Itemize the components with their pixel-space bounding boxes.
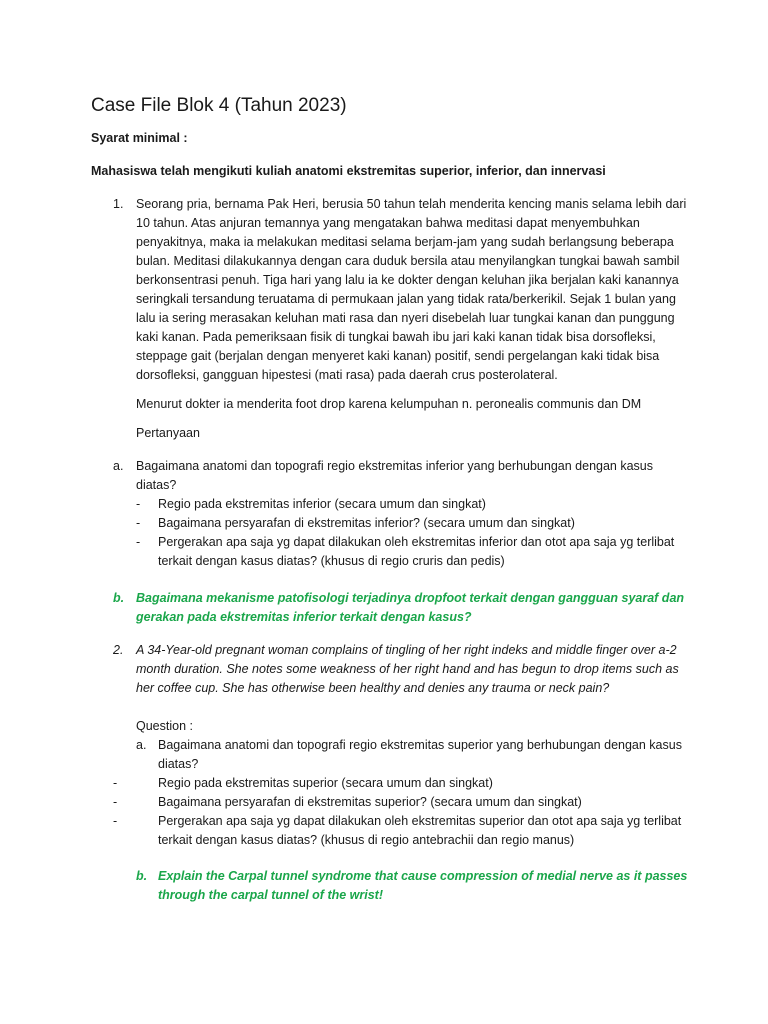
case-2-sub-item [91, 812, 691, 850]
case-1-text: Seorang pria, bernama Pak Heri, berusia 50 tahun telah menderita kencing manis selama lebih dari 10 tahun. Atas anjuran temannya yang mengatakan bahwa meditasi dapat menyembuhkan penyakitnya, maka ia melakukan meditasi selama berjam-jam yang sudah berlangsung beberapa bulan. Meditasi dilakukannya dengan cara duduk bersila atau menyilangkan tungkai bawah sambil berkonsentrasi penuh. Tiga hari yang lalu ia ke dokter dengan keluhan jika berjalan kaki kanannya seringkali tersandung teruatama di permukaan jalan yang tidak rata/berkerikil. Sejak 1 bulan yang lalu ia sering merasakan keluhan mati rasa dan nyeri disebelah luar tungkai kanan dan punggung kaki kanan. Pada pemeriksaan fisik di tungkai bawah ibu jari kaki kanan tidak bisa dorsofleksi, steppage gait (berjalan dengan menyeret kaki kanan) positif, sendi pergelangan kaki tidak bisa dorsofleksi, gangguan hipestesi (mati rasa) pada daerah crus posterolateral. [136, 197, 687, 382]
case-2-sub-item-text: Regio pada ekstremitas superior (secara umum dan singkat) [158, 776, 493, 790]
case-2-question-label [91, 717, 691, 736]
question-b-marker: b. [136, 869, 148, 883]
case-1-number: 1. [113, 197, 124, 211]
case-1-sub-item [91, 533, 691, 571]
case-2-question-label-text: Question : [136, 719, 193, 733]
dash-marker: - [113, 814, 118, 828]
case-1-pertanyaan-label: Pertanyaan [136, 426, 200, 440]
document-title: Case File Blok 4 (Tahun 2023) [91, 95, 347, 116]
case-1-question-b [91, 589, 691, 627]
case-1-diagnosis: Menurut dokter ia menderita foot drop karena kelumpuhan n. peronealis communis dan DM [136, 397, 642, 411]
case-2-sub-item [91, 774, 691, 793]
case-2-sub-item-text: Pergerakan apa saja yg dapat dilakukan oleh ekstremitas superior dan otot apa saja yg terlibat terkait dengan kasus diatas? (khusus di regio antebrachii dan regio manus) [158, 814, 682, 847]
dash-marker: - [113, 776, 118, 790]
case-2-number: 2. [113, 643, 124, 657]
syarat-label: Syarat minimal : [91, 131, 188, 145]
case-1-question-a [91, 457, 691, 495]
case-1-sub-item-text: Bagaimana persyarafan di ekstremitas inferior? (secara umum dan singkat) [158, 516, 575, 530]
case-2-question-b [91, 867, 691, 905]
case-1-question-a-text: Bagaimana anatomi dan topografi regio ekstremitas inferior yang berhubungan dengan kasus diatas? [136, 459, 653, 492]
dash-marker: - [136, 497, 141, 511]
question-b-marker: b. [113, 591, 125, 605]
question-a-marker: a. [113, 459, 124, 473]
case-1-sub-item [91, 495, 691, 514]
case-1-question-b-text: Bagaimana mekanisme patofisologi terjadinya dropfoot terkait dengan gangguan syaraf dan gerakan pada ekstremitas inferior terkait dengan kasus? [136, 591, 685, 624]
question-a-marker: a. [136, 738, 147, 752]
case-2-sub-item [91, 793, 691, 812]
requirement-text: Mahasiswa telah mengikuti kuliah anatomi ekstremitas superior, inferior, dan innervasi [91, 164, 606, 178]
case-1 [91, 195, 691, 443]
case-1-sub-item [91, 514, 691, 533]
case-2-question-a [91, 736, 691, 774]
dash-marker: - [136, 516, 141, 530]
case-2-question-b-text: Explain the Carpal tunnel syndrome that cause compression of medial nerve as it passes through the carpal tunnel of the wrist! [158, 869, 688, 902]
document-page [91, 93, 691, 905]
case-2-sub-item-text: Bagaimana persyarafan di ekstremitas superior? (secara umum dan singkat) [158, 795, 582, 809]
dash-marker: - [113, 795, 118, 809]
case-2-question-a-text: Bagaimana anatomi dan topografi regio ekstremitas superior yang berhubungan dengan kasus diatas? [158, 738, 682, 771]
case-1-sub-item-text: Pergerakan apa saja yg dapat dilakukan oleh ekstremitas inferior dan otot apa saja yg terlibat terkait dengan kasus diatas? (khusus di regio cruris dan pedis) [158, 535, 675, 568]
case-2 [91, 641, 691, 698]
case-2-text: A 34-Year-old pregnant woman complains of tingling of her right indeks and middle finger over a-2 month duration. She notes some weakness of her right hand and has begun to drop items such as her coffee cup. She has otherwise been healthy and denies any trauma or neck pain? [136, 643, 679, 695]
dash-marker: - [136, 535, 141, 549]
case-1-sub-item-text: Regio pada ekstremitas inferior (secara umum dan singkat) [158, 497, 486, 511]
